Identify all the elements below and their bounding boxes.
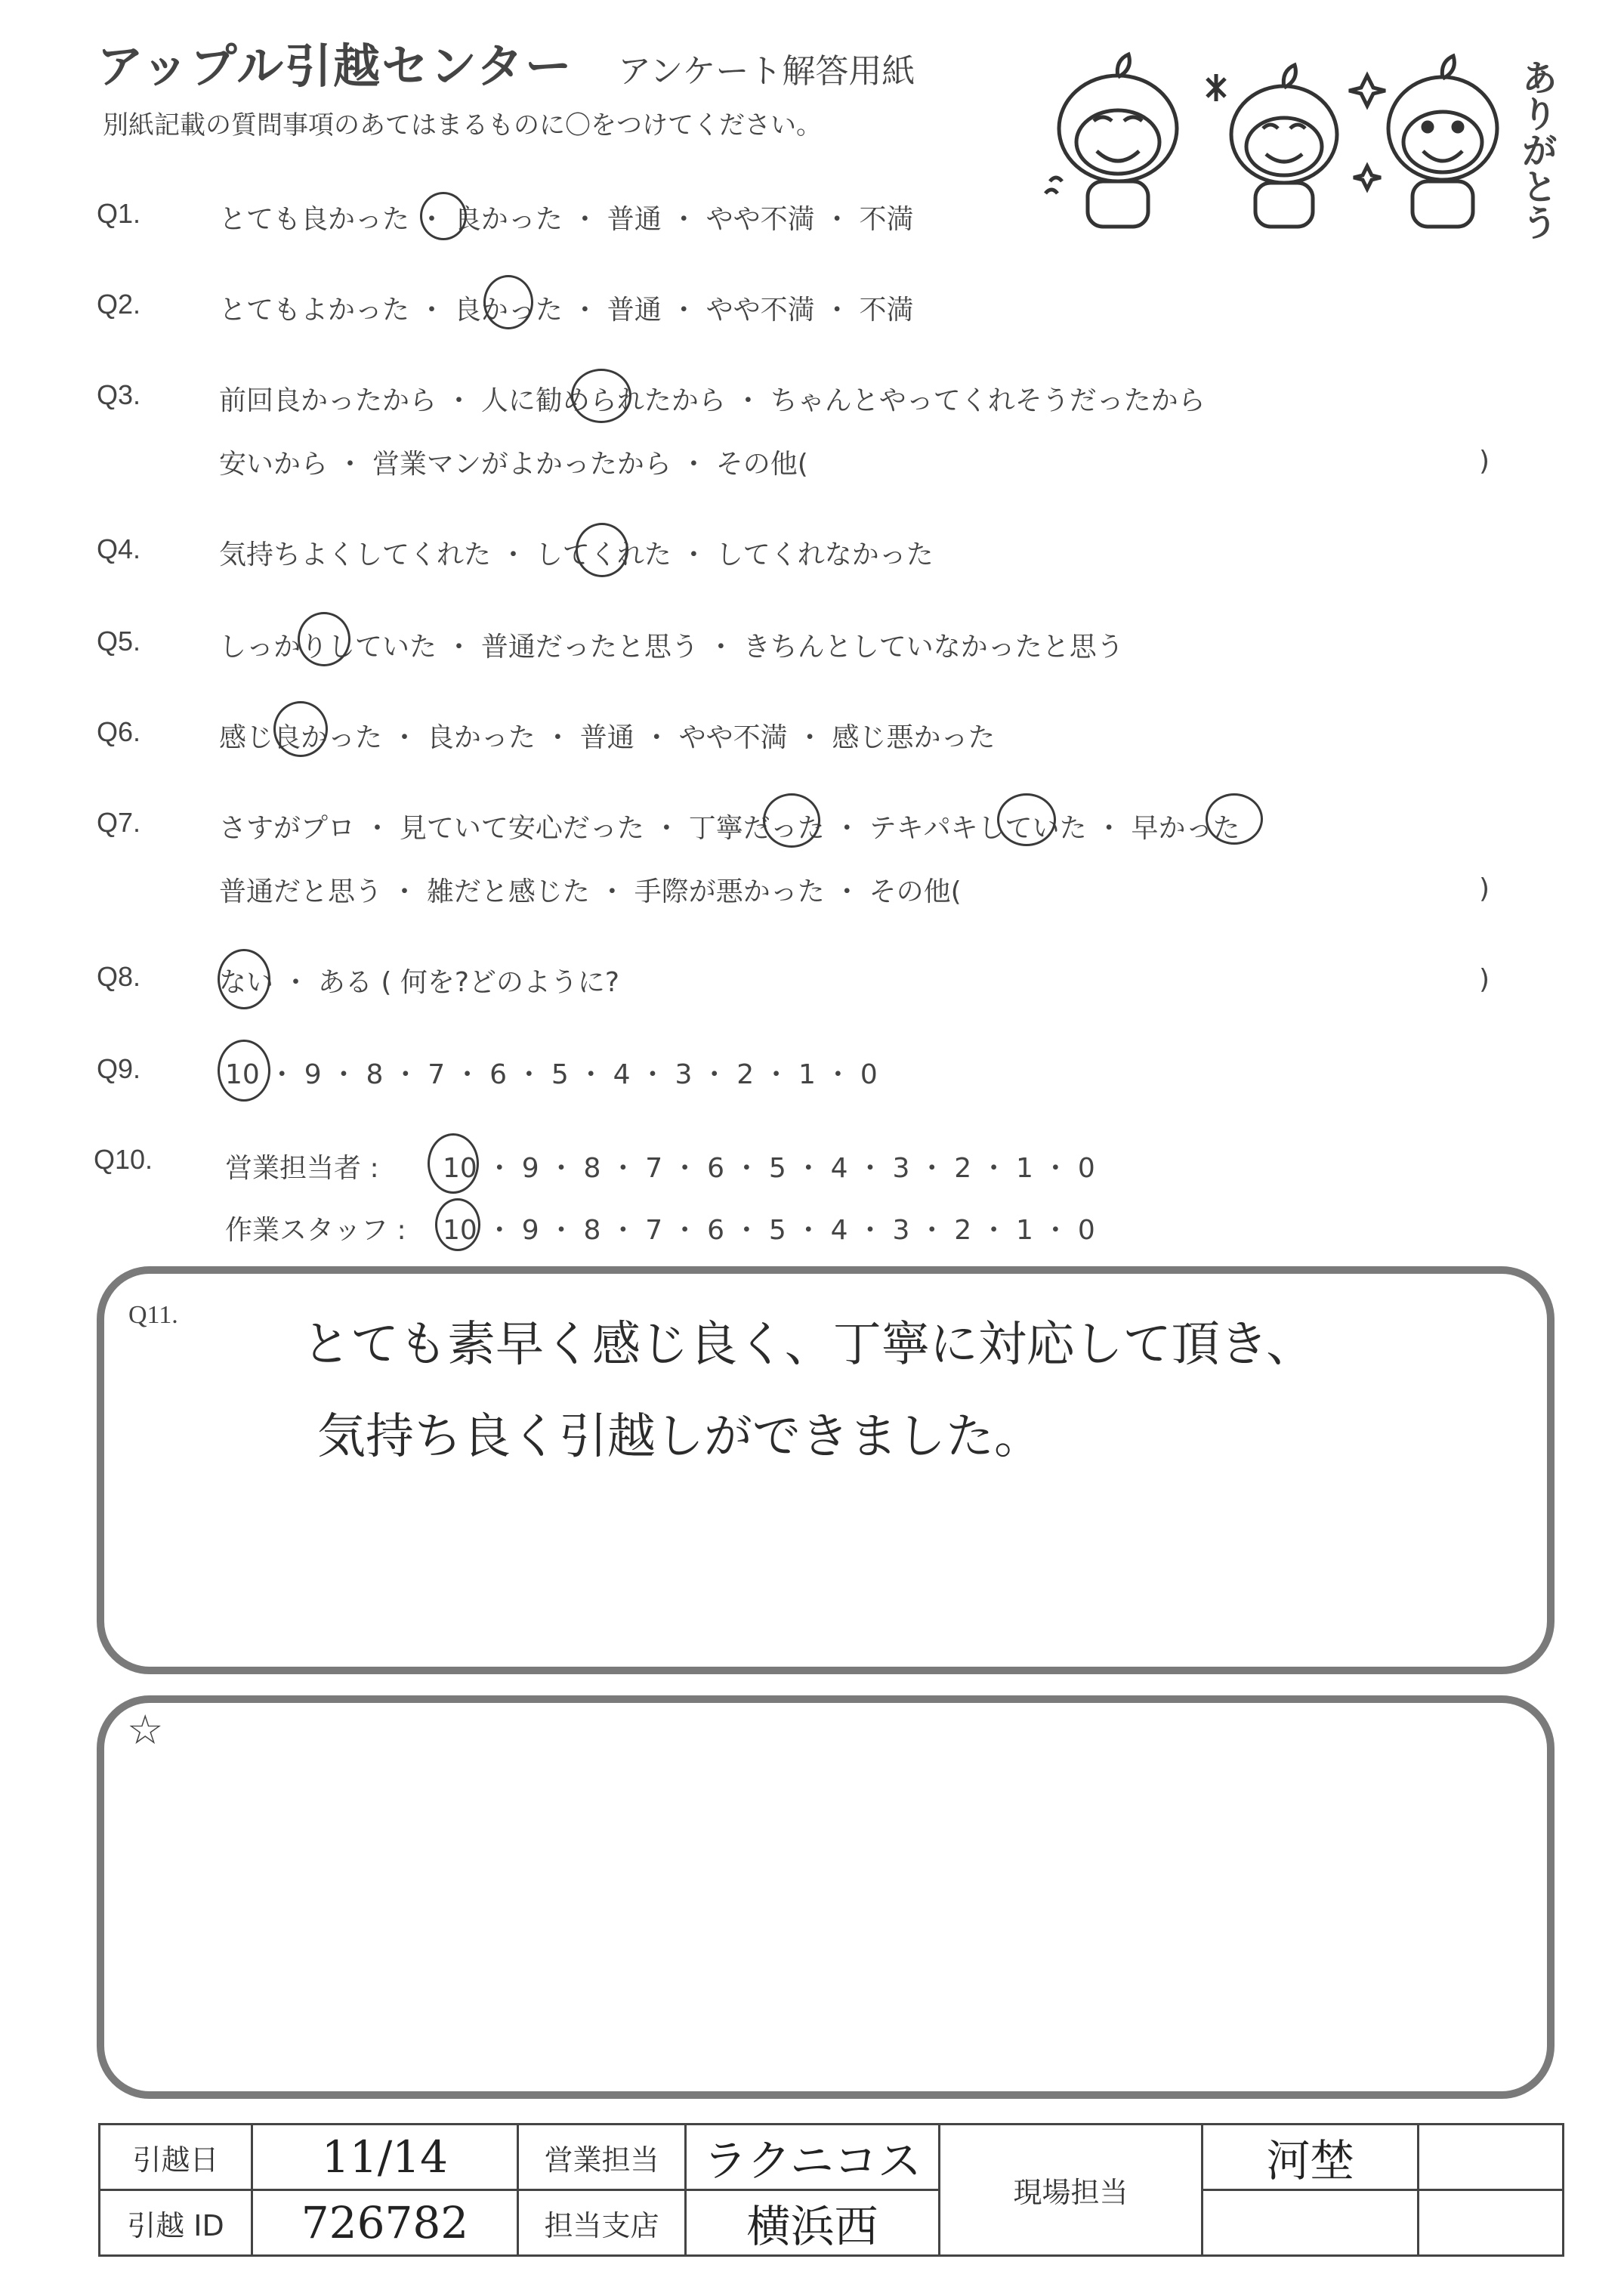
mascot-monkey-1 [1045, 54, 1177, 227]
q4-options: 気持ちよくしてくれた ・ してくれた ・ してくれなかった [219, 539, 934, 570]
q11-handwritten-line2: 気持ち良く引越しができました。 [317, 1409, 1042, 1465]
q1-answer-circle [420, 192, 467, 240]
q10-sales-scale: 10 ・ 9 ・ 8 ・ 7 ・ 6 ・ 5 ・ 4 ・ 3 ・ 2 ・ 1 ・ 0 [443, 1153, 1095, 1184]
move-date-label: 引越日 [100, 2125, 252, 2190]
q8-close-paren: ) [1479, 964, 1490, 995]
footer-info-table [98, 2123, 1564, 2257]
q9-scale: 10 ・ 9 ・ 8 ・ 7 ・ 6 ・ 5 ・ 4 ・ 3 ・ 2 ・ 1 ・ 0 [225, 1059, 878, 1090]
q7-close-paren: ) [1479, 873, 1490, 904]
q7-answer-circle-1 [763, 793, 820, 848]
q6-label: Q6. [97, 716, 141, 747]
mascot-illustration [1035, 45, 1533, 242]
site-staff-value: 河埜 [1203, 2125, 1419, 2190]
q3-close-paren: ) [1479, 446, 1490, 477]
q1-label: Q1. [97, 198, 141, 229]
q9-answer-circle [218, 1040, 270, 1102]
move-id-value: 726782 [252, 2190, 518, 2256]
q3-answer-circle [571, 369, 631, 423]
footer-blank-cell-3 [1419, 2190, 1564, 2256]
q8-answer-circle [218, 949, 270, 1009]
mascot-monkey-3 [1349, 56, 1497, 227]
q2-options: とてもよかった ・ 良かった ・ 普通 ・ やや不満 ・ 不満 [219, 295, 914, 326]
sales-staff-value: ラクニコス [686, 2125, 940, 2190]
q11-handwritten-line1: とても素早く感じ良く、丁寧に対応して頂き、 [302, 1317, 1315, 1373]
q4-answer-circle [576, 523, 628, 577]
q3-options-line2: 安いから ・ 営業マンがよかったから ・ その他( [219, 449, 808, 480]
q6-answer-circle [273, 701, 328, 757]
q10-sales-answer-circle [428, 1133, 479, 1194]
q4-label: Q4. [97, 533, 141, 564]
q11-label: Q11. [128, 1301, 178, 1329]
q7-label: Q7. [97, 807, 141, 838]
q10-staff-scale: 10 ・ 9 ・ 8 ・ 7 ・ 6 ・ 5 ・ 4 ・ 3 ・ 2 ・ 1 ・ 0 [443, 1215, 1095, 1246]
q10-label: Q10. [94, 1144, 153, 1175]
q7-answer-circle-3 [1206, 793, 1263, 845]
instruction-text: 別紙記載の質問事項のあてはまるものに〇をつけてください。 [103, 110, 822, 141]
q10-sales-label: 営業担当者 : [225, 1153, 379, 1184]
form-title: アップル引越センター [97, 39, 573, 94]
q10-staff-label: 作業スタッフ : [225, 1215, 406, 1246]
q3-label: Q3. [97, 379, 141, 410]
sales-staff-label: 営業担当 [518, 2125, 686, 2190]
q5-label: Q5. [97, 626, 141, 657]
extra-comment-box [97, 1695, 1555, 2099]
q8-options: ない ・ ある ( 何を?どのように? [219, 967, 620, 998]
q10-staff-answer-circle [435, 1198, 480, 1251]
q7-answer-circle-2 [997, 793, 1056, 846]
q2-label: Q2. [97, 289, 141, 320]
star-icon: ☆ [127, 1707, 164, 1753]
branch-label: 担当支店 [518, 2190, 686, 2256]
q9-label: Q9. [97, 1053, 141, 1084]
footer-blank-cell-1 [1419, 2125, 1564, 2190]
move-id-label: 引越 ID [100, 2190, 252, 2256]
thanks-text: ありがとう [1515, 59, 1558, 240]
q8-label: Q8. [97, 961, 141, 992]
q6-options: 感じ良かった ・ 良かった ・ 普通 ・ やや不満 ・ 感じ悪かった [219, 722, 996, 753]
mascot-monkey-2 [1207, 65, 1337, 227]
q3-options-line1: 前回良かったから ・ 人に勧められたから ・ ちゃんとやってくれそうだったから [219, 385, 1206, 416]
q1-options: とても良かった ・ 良かった ・ 普通 ・ やや不満 ・ 不満 [219, 204, 914, 235]
q5-options: しっかりしていた ・ 普通だったと思う ・ きちんとしていなかったと思う [219, 632, 1124, 663]
form-subtitle: アンケート解答用紙 [618, 52, 915, 91]
move-date-value: 11/14 [252, 2125, 518, 2190]
site-staff-label: 現場担当 [940, 2125, 1203, 2256]
q7-options-line1: さすがプロ ・ 見ていて安心だった ・ 丁寧だった ・ テキパキしていた ・ 早かった [219, 813, 1240, 844]
q5-answer-circle [298, 612, 350, 666]
q2-answer-circle [483, 275, 533, 329]
footer-blank-cell-2 [1203, 2190, 1419, 2256]
q7-options-line2: 普通だと思う ・ 雑だと感じた ・ 手際が悪かった ・ その他( [219, 876, 962, 907]
branch-value: 横浜西 [686, 2190, 940, 2256]
